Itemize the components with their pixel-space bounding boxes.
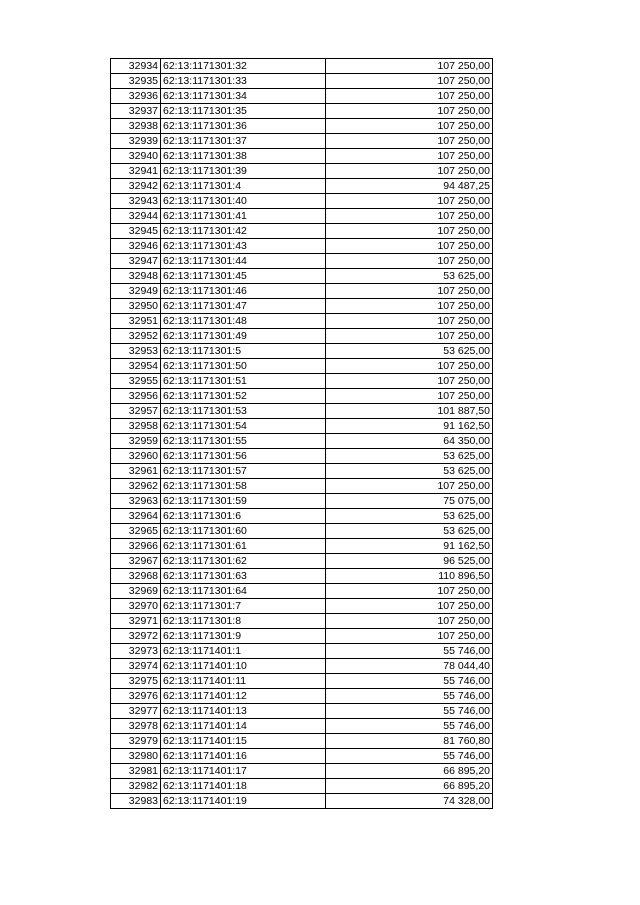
cadastral-number-cell: 62:13:1171401:14 xyxy=(161,719,326,734)
row-number-cell: 32961 xyxy=(111,464,161,479)
table-row xyxy=(111,119,493,134)
cadastral-value-cell: 107 250,00 xyxy=(326,359,493,374)
cadastral-value-cell: 107 250,00 xyxy=(326,374,493,389)
row-number-cell: 32941 xyxy=(111,164,161,179)
cadastral-number-cell: 62:13:1171401:11 xyxy=(161,674,326,689)
cadastral-value-cell: 53 625,00 xyxy=(326,509,493,524)
table-row xyxy=(111,509,493,524)
cadastral-number-cell: 62:13:1171301:45 xyxy=(161,269,326,284)
table-row xyxy=(111,674,493,689)
row-number-cell: 32978 xyxy=(111,719,161,734)
table-row xyxy=(111,284,493,299)
cadastral-value-cell: 66 895,20 xyxy=(326,764,493,779)
table-row xyxy=(111,629,493,644)
table-row xyxy=(111,704,493,719)
row-number-cell: 32939 xyxy=(111,134,161,149)
cadastral-number-cell: 62:13:1171301:56 xyxy=(161,449,326,464)
row-number-cell: 32949 xyxy=(111,284,161,299)
row-number-cell: 32952 xyxy=(111,329,161,344)
cadastral-value-cell: 107 250,00 xyxy=(326,134,493,149)
cadastral-number-cell: 62:13:1171401:15 xyxy=(161,734,326,749)
cadastral-value-cell: 107 250,00 xyxy=(326,224,493,239)
cadastral-value-cell: 107 250,00 xyxy=(326,479,493,494)
row-number-cell: 32946 xyxy=(111,239,161,254)
table-row xyxy=(111,764,493,779)
row-number-cell: 32980 xyxy=(111,749,161,764)
row-number-cell: 32948 xyxy=(111,269,161,284)
cadastral-value-cell: 53 625,00 xyxy=(326,344,493,359)
cadastral-value-cell: 55 746,00 xyxy=(326,719,493,734)
cadastral-value-cell: 55 746,00 xyxy=(326,674,493,689)
table-row xyxy=(111,719,493,734)
cadastral-number-cell: 62:13:1171401:12 xyxy=(161,689,326,704)
row-number-cell: 32936 xyxy=(111,89,161,104)
table-row xyxy=(111,194,493,209)
row-number-cell: 32957 xyxy=(111,404,161,419)
cadastral-value-cell: 107 250,00 xyxy=(326,209,493,224)
cadastral-number-cell: 62:13:1171301:43 xyxy=(161,239,326,254)
row-number-cell: 32983 xyxy=(111,794,161,809)
cadastral-number-cell: 62:13:1171301:49 xyxy=(161,329,326,344)
cadastral-number-cell: 62:13:1171301:44 xyxy=(161,254,326,269)
cadastral-number-cell: 62:13:1171301:36 xyxy=(161,119,326,134)
cadastral-value-cell: 107 250,00 xyxy=(326,599,493,614)
table-row xyxy=(111,164,493,179)
table-row xyxy=(111,209,493,224)
cadastral-number-cell: 62:13:1171301:46 xyxy=(161,284,326,299)
cadastral-number-cell: 62:13:1171301:38 xyxy=(161,149,326,164)
row-number-cell: 32981 xyxy=(111,764,161,779)
row-number-cell: 32947 xyxy=(111,254,161,269)
cadastral-number-cell: 62:13:1171301:54 xyxy=(161,419,326,434)
cadastral-value-cell: 66 895,20 xyxy=(326,779,493,794)
cadastral-value-cell: 55 746,00 xyxy=(326,644,493,659)
table-row xyxy=(111,644,493,659)
cadastral-number-cell: 62:13:1171301:35 xyxy=(161,104,326,119)
cadastral-value-cell: 107 250,00 xyxy=(326,254,493,269)
row-number-cell: 32982 xyxy=(111,779,161,794)
cadastral-number-cell: 62:13:1171301:60 xyxy=(161,524,326,539)
cadastral-value-table xyxy=(110,58,493,809)
cadastral-value-cell: 107 250,00 xyxy=(326,614,493,629)
cadastral-value-cell: 107 250,00 xyxy=(326,59,493,74)
table-row xyxy=(111,524,493,539)
table-row xyxy=(111,329,493,344)
cadastral-value-cell: 107 250,00 xyxy=(326,194,493,209)
cadastral-value-cell: 107 250,00 xyxy=(326,119,493,134)
cadastral-value-cell: 55 746,00 xyxy=(326,749,493,764)
cadastral-number-cell: 62:13:1171301:34 xyxy=(161,89,326,104)
cadastral-number-cell: 62:13:1171401:10 xyxy=(161,659,326,674)
table-row xyxy=(111,344,493,359)
row-number-cell: 32943 xyxy=(111,194,161,209)
row-number-cell: 32970 xyxy=(111,599,161,614)
row-number-cell: 32962 xyxy=(111,479,161,494)
cadastral-number-cell: 62:13:1171301:4 xyxy=(161,179,326,194)
cadastral-number-cell: 62:13:1171401:19 xyxy=(161,794,326,809)
cadastral-number-cell: 62:13:1171301:57 xyxy=(161,464,326,479)
cadastral-value-cell: 91 162,50 xyxy=(326,419,493,434)
row-number-cell: 32973 xyxy=(111,644,161,659)
cadastral-value-cell: 94 487,25 xyxy=(326,179,493,194)
cadastral-number-cell: 62:13:1171301:32 xyxy=(161,59,326,74)
table-row xyxy=(111,179,493,194)
table-row xyxy=(111,149,493,164)
table-row xyxy=(111,404,493,419)
cadastral-number-cell: 62:13:1171401:13 xyxy=(161,704,326,719)
cadastral-value-cell: 107 250,00 xyxy=(326,314,493,329)
cadastral-value-cell: 107 250,00 xyxy=(326,74,493,89)
cadastral-value-cell: 107 250,00 xyxy=(326,284,493,299)
cadastral-number-cell: 62:13:1171301:62 xyxy=(161,554,326,569)
table-body xyxy=(111,59,493,809)
cadastral-number-cell: 62:13:1171301:48 xyxy=(161,314,326,329)
cadastral-value-cell: 107 250,00 xyxy=(326,164,493,179)
cadastral-value-cell: 107 250,00 xyxy=(326,299,493,314)
row-number-cell: 32968 xyxy=(111,569,161,584)
table-row xyxy=(111,134,493,149)
cadastral-number-cell: 62:13:1171301:61 xyxy=(161,539,326,554)
table-row xyxy=(111,569,493,584)
cadastral-value-cell: 101 887,50 xyxy=(326,404,493,419)
row-number-cell: 32934 xyxy=(111,59,161,74)
row-number-cell: 32963 xyxy=(111,494,161,509)
row-number-cell: 32976 xyxy=(111,689,161,704)
table-row xyxy=(111,689,493,704)
row-number-cell: 32956 xyxy=(111,389,161,404)
cadastral-number-cell: 62:13:1171401:16 xyxy=(161,749,326,764)
table-row xyxy=(111,299,493,314)
table-row xyxy=(111,494,493,509)
cadastral-number-cell: 62:13:1171301:9 xyxy=(161,629,326,644)
table-row xyxy=(111,419,493,434)
cadastral-number-cell: 62:13:1171301:64 xyxy=(161,584,326,599)
cadastral-value-cell: 107 250,00 xyxy=(326,629,493,644)
table-row xyxy=(111,584,493,599)
table-row xyxy=(111,479,493,494)
cadastral-number-cell: 62:13:1171301:63 xyxy=(161,569,326,584)
row-number-cell: 32945 xyxy=(111,224,161,239)
table-row xyxy=(111,449,493,464)
cadastral-number-cell: 62:13:1171301:33 xyxy=(161,74,326,89)
row-number-cell: 32935 xyxy=(111,74,161,89)
cadastral-number-cell: 62:13:1171301:51 xyxy=(161,374,326,389)
row-number-cell: 32964 xyxy=(111,509,161,524)
table-row xyxy=(111,314,493,329)
cadastral-value-cell: 55 746,00 xyxy=(326,689,493,704)
table-row xyxy=(111,794,493,809)
cadastral-number-cell: 62:13:1171301:53 xyxy=(161,404,326,419)
row-number-cell: 32974 xyxy=(111,659,161,674)
table-row xyxy=(111,554,493,569)
cadastral-number-cell: 62:13:1171301:8 xyxy=(161,614,326,629)
table-row xyxy=(111,749,493,764)
cadastral-value-cell: 110 896,50 xyxy=(326,569,493,584)
table-row xyxy=(111,464,493,479)
cadastral-number-cell: 62:13:1171401:17 xyxy=(161,764,326,779)
cadastral-value-cell: 107 250,00 xyxy=(326,89,493,104)
row-number-cell: 32940 xyxy=(111,149,161,164)
cadastral-value-cell: 75 075,00 xyxy=(326,494,493,509)
cadastral-value-cell: 64 350,00 xyxy=(326,434,493,449)
cadastral-number-cell: 62:13:1171301:47 xyxy=(161,299,326,314)
row-number-cell: 32938 xyxy=(111,119,161,134)
row-number-cell: 32958 xyxy=(111,419,161,434)
table-row xyxy=(111,74,493,89)
row-number-cell: 32965 xyxy=(111,524,161,539)
cadastral-number-cell: 62:13:1171301:59 xyxy=(161,494,326,509)
row-number-cell: 32959 xyxy=(111,434,161,449)
cadastral-value-cell: 53 625,00 xyxy=(326,524,493,539)
cadastral-value-cell: 53 625,00 xyxy=(326,449,493,464)
row-number-cell: 32953 xyxy=(111,344,161,359)
row-number-cell: 32960 xyxy=(111,449,161,464)
cadastral-value-cell: 96 525,00 xyxy=(326,554,493,569)
cadastral-value-cell: 91 162,50 xyxy=(326,539,493,554)
table-row xyxy=(111,59,493,74)
cadastral-value-cell: 107 250,00 xyxy=(326,329,493,344)
cadastral-number-cell: 62:13:1171301:52 xyxy=(161,389,326,404)
row-number-cell: 32944 xyxy=(111,209,161,224)
cadastral-number-cell: 62:13:1171301:42 xyxy=(161,224,326,239)
cadastral-number-cell: 62:13:1171301:39 xyxy=(161,164,326,179)
cadastral-number-cell: 62:13:1171301:58 xyxy=(161,479,326,494)
row-number-cell: 32955 xyxy=(111,374,161,389)
table-row xyxy=(111,659,493,674)
row-number-cell: 32937 xyxy=(111,104,161,119)
cadastral-number-cell: 62:13:1171401:1 xyxy=(161,644,326,659)
cadastral-number-cell: 62:13:1171301:6 xyxy=(161,509,326,524)
cadastral-value-cell: 81 760,80 xyxy=(326,734,493,749)
cadastral-value-cell: 55 746,00 xyxy=(326,704,493,719)
table-row xyxy=(111,359,493,374)
row-number-cell: 32972 xyxy=(111,629,161,644)
row-number-cell: 32942 xyxy=(111,179,161,194)
cadastral-number-cell: 62:13:1171301:5 xyxy=(161,344,326,359)
cadastral-number-cell: 62:13:1171301:50 xyxy=(161,359,326,374)
table-row xyxy=(111,239,493,254)
table-row xyxy=(111,374,493,389)
row-number-cell: 32954 xyxy=(111,359,161,374)
table-row xyxy=(111,779,493,794)
table-row xyxy=(111,389,493,404)
row-number-cell: 32966 xyxy=(111,539,161,554)
table-row xyxy=(111,734,493,749)
cadastral-number-cell: 62:13:1171301:55 xyxy=(161,434,326,449)
cadastral-value-cell: 78 044,40 xyxy=(326,659,493,674)
row-number-cell: 32975 xyxy=(111,674,161,689)
cadastral-number-cell: 62:13:1171301:37 xyxy=(161,134,326,149)
table-row xyxy=(111,614,493,629)
row-number-cell: 32967 xyxy=(111,554,161,569)
cadastral-value-cell: 107 250,00 xyxy=(326,239,493,254)
cadastral-value-cell: 107 250,00 xyxy=(326,389,493,404)
table-row xyxy=(111,269,493,284)
row-number-cell: 32969 xyxy=(111,584,161,599)
cadastral-value-cell: 53 625,00 xyxy=(326,269,493,284)
row-number-cell: 32951 xyxy=(111,314,161,329)
cadastral-value-cell: 53 625,00 xyxy=(326,464,493,479)
cadastral-number-cell: 62:13:1171301:40 xyxy=(161,194,326,209)
cadastral-value-cell: 107 250,00 xyxy=(326,584,493,599)
table-row xyxy=(111,539,493,554)
cadastral-value-cell: 107 250,00 xyxy=(326,149,493,164)
cadastral-value-cell: 107 250,00 xyxy=(326,104,493,119)
row-number-cell: 32971 xyxy=(111,614,161,629)
table-row xyxy=(111,224,493,239)
table-row xyxy=(111,434,493,449)
table-row xyxy=(111,104,493,119)
cadastral-number-cell: 62:13:1171401:18 xyxy=(161,779,326,794)
cadastral-number-cell: 62:13:1171301:41 xyxy=(161,209,326,224)
cadastral-value-cell: 74 328,00 xyxy=(326,794,493,809)
table-row xyxy=(111,599,493,614)
row-number-cell: 32950 xyxy=(111,299,161,314)
row-number-cell: 32979 xyxy=(111,734,161,749)
table-row xyxy=(111,254,493,269)
cadastral-number-cell: 62:13:1171301:7 xyxy=(161,599,326,614)
table-row xyxy=(111,89,493,104)
row-number-cell: 32977 xyxy=(111,704,161,719)
